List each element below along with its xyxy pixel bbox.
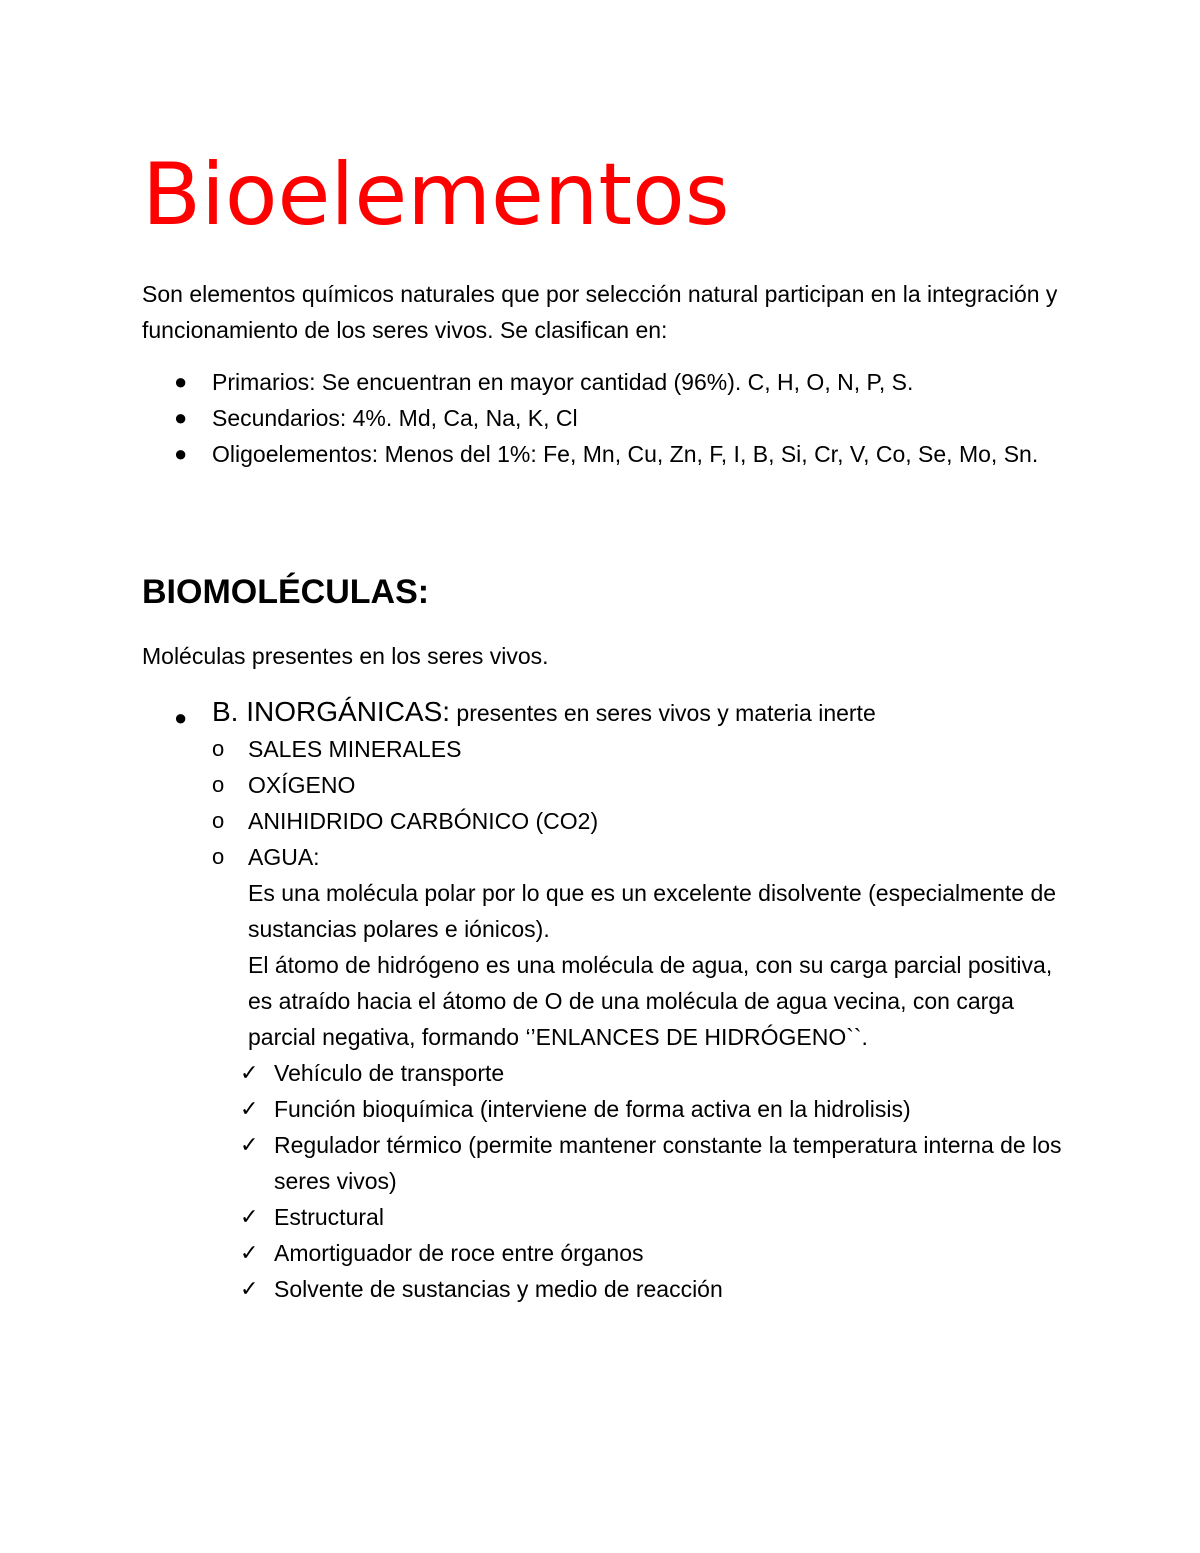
list-item bbox=[212, 731, 1062, 767]
list-item-text: Regulador térmico (permite mantener constante la temperatura interna de los seres vivos) bbox=[274, 1132, 1062, 1194]
checkmark-icon: ✓ bbox=[240, 1096, 259, 1121]
checkmark-icon: ✓ bbox=[240, 1060, 259, 1085]
list-item-text: Primarios: Se encuentran en mayor cantidad (96%). C, H, O, N, P, S. bbox=[212, 369, 914, 395]
list-item-text: ANIHIDRIDO CARBÓNICO (CO2) bbox=[248, 808, 599, 834]
bullet-icon: ● bbox=[174, 369, 188, 394]
list-item bbox=[212, 1235, 1062, 1271]
list-item bbox=[212, 1271, 1062, 1307]
biomoleculas-heading: BIOMOLÉCULAS: bbox=[142, 573, 430, 611]
bullet-icon: ● bbox=[174, 705, 188, 730]
list-item-text: SALES MINERALES bbox=[248, 736, 462, 762]
inorganicas-description: presentes en seres vivos y materia inerte bbox=[450, 700, 876, 726]
list-item bbox=[212, 1055, 1062, 1091]
list-item bbox=[212, 767, 1062, 803]
agua-paragraph-1: Es una molécula polar por lo que es un excelente disolvente (especialmente de sustancias polares e iónicos). bbox=[248, 880, 1057, 942]
list-item-text: Oligoelementos: Menos del 1%: Fe, Mn, Cu, Zn, F, I, B, Si, Cr, V, Co, Se, Mo, Sn. bbox=[212, 441, 1039, 467]
list-item-agua bbox=[212, 839, 1062, 1307]
page-title: Bioelementos bbox=[142, 145, 730, 245]
list-item bbox=[212, 1199, 1062, 1235]
list-item bbox=[142, 364, 1062, 400]
checkmark-icon: ✓ bbox=[240, 1276, 259, 1301]
biomoleculas-list bbox=[142, 694, 1062, 1307]
list-item bbox=[212, 1127, 1062, 1199]
list-item-text: AGUA: bbox=[248, 844, 320, 870]
list-item-text: Solvente de sustancias y medio de reacción bbox=[274, 1276, 723, 1302]
agua-functions-list bbox=[212, 1055, 1062, 1307]
agua-paragraph-2: El átomo de hidrógeno es una molécula de agua, con su carga parcial positiva, es atraído hacia el átomo de O de una molécula de agua vecina, con carga parcial negativa, formando ‘’ENLANCES DE HIDRÓGENO``. bbox=[248, 952, 1053, 1050]
bullet-icon: ● bbox=[174, 405, 188, 430]
inorganicas-sublist bbox=[212, 731, 1062, 1307]
inorganicas-label: B. INORGÁNICAS: bbox=[212, 696, 451, 727]
checkmark-icon: ✓ bbox=[240, 1204, 259, 1229]
list-item-text: Vehículo de transporte bbox=[274, 1060, 505, 1086]
list-item bbox=[142, 436, 1062, 472]
intro-paragraph: Son elementos químicos naturales que por selección natural participan en la integración y funcionamiento de los seres vivos. Se clasifican en: bbox=[142, 281, 1058, 343]
biomoleculas-definition: Moléculas presentes en los seres vivos. bbox=[142, 643, 549, 669]
bioelement-types-list bbox=[142, 364, 1062, 472]
circle-bullet-icon: o bbox=[212, 844, 225, 869]
circle-bullet-icon: o bbox=[212, 808, 225, 833]
list-item-text: OXÍGENO bbox=[248, 772, 356, 798]
list-item-text: Función bioquímica (interviene de forma activa en la hidrolisis) bbox=[274, 1096, 911, 1122]
circle-bullet-icon: o bbox=[212, 772, 225, 797]
list-item bbox=[212, 1091, 1062, 1127]
list-item-text: Secundarios: 4%. Md, Ca, Na, K, Cl bbox=[212, 405, 578, 431]
list-item-text: Amortiguador de roce entre órganos bbox=[274, 1240, 644, 1266]
list-item-text: Estructural bbox=[274, 1204, 384, 1230]
checkmark-icon: ✓ bbox=[240, 1240, 259, 1265]
bullet-icon: ● bbox=[174, 441, 188, 466]
list-item bbox=[142, 400, 1062, 436]
list-item-inorganicas bbox=[142, 694, 1062, 1307]
circle-bullet-icon: o bbox=[212, 736, 225, 761]
list-item bbox=[212, 803, 1062, 839]
checkmark-icon: ✓ bbox=[240, 1132, 259, 1157]
